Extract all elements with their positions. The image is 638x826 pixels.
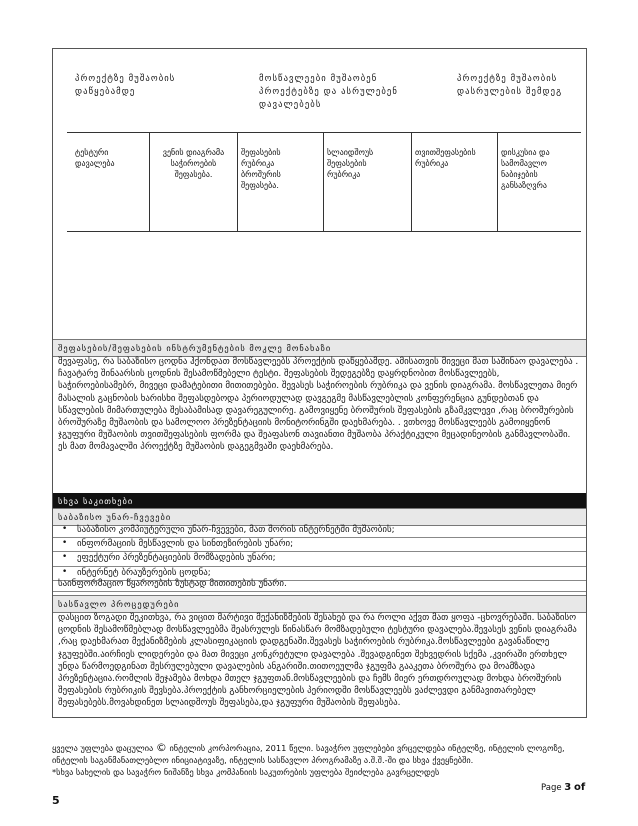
tool-cell xyxy=(67,133,149,231)
bullet-icon: • xyxy=(62,524,68,534)
bullet-icon: • xyxy=(62,566,68,577)
assessment-summary-text: შევაფასე, რა საბაზისო ცოდნა ჰქონდათ მოსწავლეებს პროექტის დაწყებამდე. ამისათვის მივეცი მათ საშინაო დავალება . ჩავატარე შინაარსის ცოდნის შესამოწმებელი ტესტი. შეფასების შედეგებზე დაყრდნობით მოსწავლეებს, საჭიროებისამებრ, მივეცი დამატებითი მითითებები. შევასეს საჭიროების რუბრიკა და ვენის დიაგრამა. მოსწავლეთა მიერ მასალის გაცნობის ხარისხი შეფასდებოდა პერიოდულად დავგეგმე მასწავლებლის კონფერენცია გუნდებთან და სწავლების მიმართულება შესაბამისად დავარეგულირე. გამოვიყენე ბროშურის შეფასების გზამკვლევი ,რაც ბროშურების ბროშურაზე მუშაობის და სამოლოო პრეზენტაციის მონიტორინგში დაეხმარება. . ვთხოვე მოსწავლეებს გამოიყენონ ჯგუფური მუშაობის თვითშეფასების ფორმა და შეაფასონ თავიანთი მუშაობა პრაქტიკული მეცადინეობის განმავლობაში. ეს მათ მომავალში პროექტზე მუშაობის დაგეგმვაში დაეხმარება. xyxy=(58,357,579,453)
tool-cell xyxy=(497,133,581,231)
procedures-heading: სასწავლო პროცედურები xyxy=(53,595,586,613)
trademark-note: *სხვა სახელის და სავაჭრო ნიშანზე სხვა კომპანიის საკუთრების უფლება შეიძლება გავრცელდეს xyxy=(52,767,440,778)
tool-cell xyxy=(149,133,237,231)
assessment-plan-frame xyxy=(52,48,587,718)
tool-label: დისკუსია და სამომავლო ნაბიჯების განსაზღვრა xyxy=(501,148,550,190)
list-item xyxy=(53,552,586,566)
phase-during-project: მოსწავლეები მუშაობენ პროექტებზე და ასრულებენ დავალებებს xyxy=(259,74,398,110)
tool-label: ტესტური დავალება xyxy=(75,148,115,168)
skill-text: საბაზისო კომპიუტერული უნარ-ჩვევები, მათ შორის ინტერნეტში მუშაობის; xyxy=(77,525,395,535)
other-requirements-heading: სხვა საკითხები xyxy=(53,493,586,509)
phase-after-project: პროექტზე მუშაობის დასრულების შემდეგ xyxy=(457,74,563,97)
skills-list xyxy=(53,524,586,581)
copyright-footer xyxy=(52,742,592,779)
tool-cell xyxy=(323,133,411,231)
assessment-tools-row xyxy=(67,132,581,232)
list-item xyxy=(53,524,586,538)
copyright-line xyxy=(52,742,592,766)
tool-cell xyxy=(237,133,323,231)
tool-label: ვენის დიაგრამა საჭიროების შეფასება. xyxy=(162,148,225,179)
page-of: of xyxy=(573,782,586,793)
tool-label: სლაიდშოუს შეფასების რუბრიკა xyxy=(327,148,374,179)
tool-label: თვითშეფასების რუბრიკა xyxy=(415,148,476,168)
skill-text: ინტერნეტ ბრაუზერების ცოდნა; xyxy=(77,567,211,578)
copyright-prefix: ყველა უფლება დაცულია xyxy=(52,743,154,753)
page-current: 3 xyxy=(564,782,572,793)
copyright-icon: © xyxy=(155,741,167,754)
bullet-icon: • xyxy=(62,552,68,563)
list-item xyxy=(53,538,586,552)
bullet-icon: • xyxy=(62,538,68,549)
skills-heading: საბაზისო უნარ-ჩვევები xyxy=(53,508,586,526)
page-label: Page xyxy=(541,783,562,793)
skill-citation: საინფორმაციო წყაროების ზუსტად მითითების უნარი. xyxy=(53,577,586,592)
assessment-summary-heading: შეფასების/შეფასების ინსტრუმენტების მოკლე მონახაზი xyxy=(53,339,586,357)
procedures-text: დასცით ზოგადი შეკითხვა, რა ვიცით მარტივი მექანიზმების შესახებ და რა როლი აქვთ მათ ყოფა -ცხოვრებაში. საბაზისო ცოდნის შესამოწმებლად მოსწავლეებმა შეასრულეს წინასწარ მომზადებული ტესტური დავალება.შევასეს ვენის დიაგრამა ,რაც დაეხმარათ მექანიზმების კლასიფიკაციის დადგენაში.შევასეს საჭიროების რუბრიკა.მოსწავლეები გავანაწილე ჯგუფებში.აირჩიეს ლიდერები და მათ მივეცი კონკრეტული დავალება .შევადგინეთ შეხვედრის სქემა ,კვირაში ერთხელ უნდა წარმოედგინათ შესრულებული დავალების ანგარიში.თითოეულმა ჯგუფმა გააკეთა ბროშურა და მოამზადა პრეზენტაცია.რომლის შეჯამება მოხდა მთელ ჯგუფთან.მოსწავლეების და ჩემს მიერ ერთდროულად მოხდა ბროშურის შეფასების რუბრიკის შევსება.პროექტის განხორციელების პერიოდში მოსწავლეებს ვაძლევდი განმავითარებელ შეფასებებს.მოვახდინეთ სლაიდშოუს შეფასება,და ჯგუფური მუშაობის შეფასება. xyxy=(58,613,577,709)
skill-text: ინფორმაციის მესწავლის და სინთეზირების უნარი; xyxy=(77,539,294,550)
page-indicator xyxy=(541,782,585,793)
tool-cell xyxy=(411,133,497,231)
copyright-text: ინტელის კორპორაცია, 2011 წელი. სავაჭრო უფლებები ვრცელდება ინტელზე, ინტელის ლოგოზე, ინტელის საგანმანათლებლო ინიციატივაზე, ინტელის სასწავლო პროგრამაზე ა.შ.შ.-ში და სხვა ქვეყნებში. xyxy=(52,743,565,766)
page-total: 5 xyxy=(52,794,60,807)
phase-before-project: პროექტზე მუშაობის დაწყებამდე xyxy=(75,74,176,97)
tool-label: შეფასების რუბრიკა ბროშურის შეფასება. xyxy=(241,148,281,190)
assessment-timeline-phases xyxy=(53,73,586,125)
skill-text: ეფექტური პრეზენტაციების მომზადების უნარი; xyxy=(77,553,276,564)
